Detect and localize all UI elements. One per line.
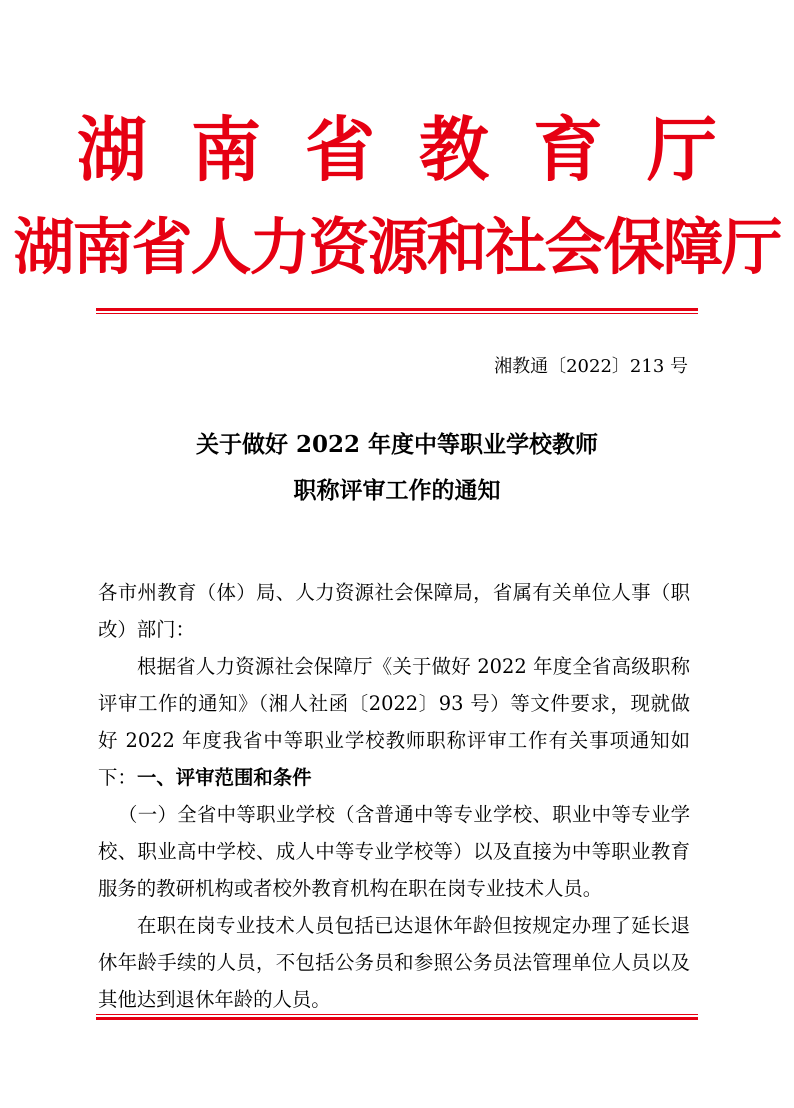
- paragraph-intro: 根据省人力资源社会保障厅《关于做好 2022 年度全省高级职称评审工作的通知》（湘人社函〔2022〕93 号）等文件要求，现就做好 2022 年度我省中等职业学校教师职称评审工作有关事项通知如下：: [98, 655, 690, 789]
- issuer-header-education: 湖南省教育厅: [77, 108, 761, 191]
- red-separator-top-thin: [96, 313, 698, 314]
- red-separator-bottom-thick: [96, 1017, 698, 1020]
- red-separator-bottom-thin: [96, 1014, 698, 1015]
- paragraph-scope-item1: （一）全省中等职业学校（含普通中等专业学校、职业中等专业学校、职业高中学校、成人中等专业学校等）以及直接为中等职业教育服务的教研机构或者校外教育机构在职在岗专业技术人员。: [98, 803, 690, 900]
- document-title-line2: 职称评审工作的通知: [293, 477, 501, 504]
- addressee: 各市州教育（体）局、人力资源社会保障局，省属有关单位人事（职改）部门：: [98, 581, 690, 641]
- issuer-header-hrss: 湖南省人力资源和社会保障厅: [13, 212, 781, 283]
- section-heading-scope: 一、评审范围和条件: [137, 766, 312, 789]
- document-title-line1: 关于做好 2022 年度中等职业学校教师: [195, 431, 599, 458]
- document-number: 湘教通〔2022〕213 号: [494, 356, 688, 377]
- paragraph-scope-note: 在职在岗专业技术人员包括已达退休年龄但按规定办理了延长退休年龄手续的人员，不包括公务员和参照公务员法管理单位人员以及其他达到退休年龄的人员。: [98, 914, 690, 1011]
- red-separator-top-thick: [96, 308, 698, 311]
